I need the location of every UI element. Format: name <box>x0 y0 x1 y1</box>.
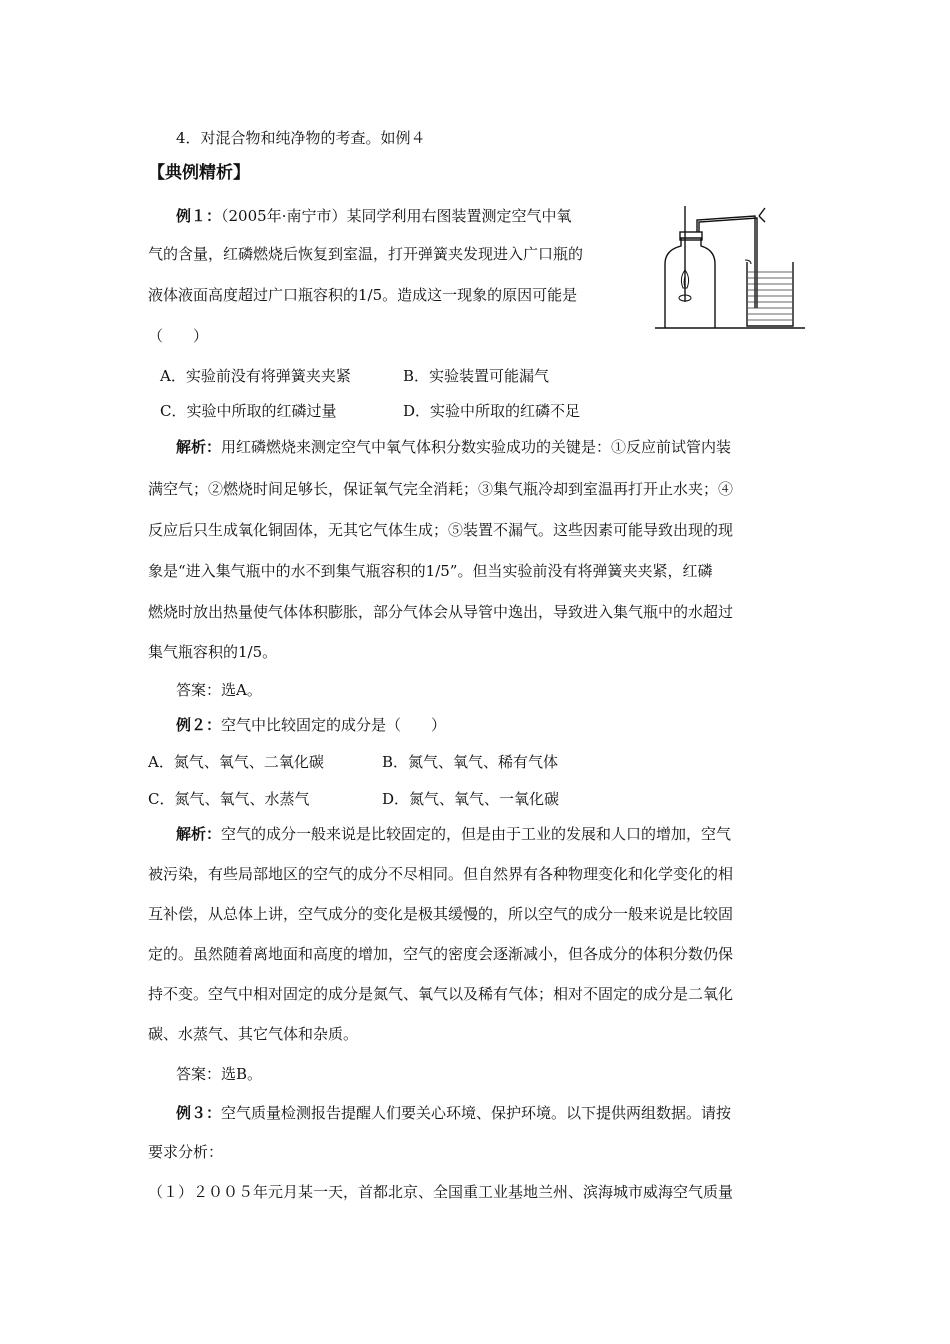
apparatus-figure <box>655 202 805 330</box>
example-3-line-1: 例３：空气质量检测报告提醒人们要关心环境、保护环境。以下提供两组数据。请按 <box>176 1104 732 1122</box>
example-1-option-a: A．实验前没有将弹簧夹夹紧 <box>160 367 351 385</box>
example-2-option-a: A．氮气、氧气、二氧化碳 <box>148 753 324 771</box>
analysis-label: 解析： <box>176 825 222 843</box>
example-1-line-1 <box>176 206 571 226</box>
example-2-answer: 答案：选B。 <box>176 1065 263 1083</box>
connecting-tube <box>697 216 755 308</box>
example-1-line-2: 气的含量，红磷燃烧后恢复到室温，打开弹簧夹发现进入广口瓶的 <box>148 245 584 263</box>
example-1-line-4: （ ） <box>148 327 209 345</box>
example-2-analysis-line-5: 持不变。空气中相对固定的成分是氮气、氧气以及稀有气体；相对不固定的成分是二氧化 <box>148 985 734 1003</box>
example-1-analysis-line-3: 反应后只生成氧化铜固体，无其它气体生成；⑤装置不漏气。这些因素可能导致出现的现 <box>148 521 734 539</box>
example-3-line-3: （１）２００５年元月某一天，首都北京、全国重工业基地兰州、滨海城市威海空气质量 <box>148 1183 734 1201</box>
example-1-line-3: 液体液面高度超过广口瓶容积的1/5。造成这一现象的原因可能是 <box>148 286 578 304</box>
example-1-option-b: B．实验装置可能漏气 <box>403 367 550 385</box>
example-3-label: 例３： <box>176 1104 222 1122</box>
example-1-analysis-line-2: 满空气；②燃烧时间足够长，保证氧气完全消耗；③集气瓶冷却到室温再打开止水夹；④ <box>148 480 734 498</box>
example-1-label: 例１： <box>176 207 222 225</box>
example-2-analysis-line-3: 互补偿，从总体上讲，空气成分的变化是极其缓慢的，所以空气的成分一般来说是比较固 <box>148 905 734 923</box>
example-2-analysis-line-4: 定的。虽然随着离地面和高度的增加，空气的密度会逐渐减小，但各成分的体积分数仍保 <box>148 945 734 963</box>
example-2-option-c: C．氮气、氧气、水蒸气 <box>148 790 310 808</box>
example-1-analysis-line-1: 解析：用红磷燃烧来测定空气中氧气体积分数实验成功的关键是：①反应前试管内装 <box>176 438 732 456</box>
item-4: 4．对混合物和纯净物的考查。如例４ <box>176 129 426 147</box>
wide-mouth-bottle <box>665 238 715 328</box>
example-2-label: 例２： <box>176 716 222 734</box>
analysis-label: 解析： <box>176 438 222 456</box>
example-2-option-d: D．氮气、氧气、一氧化碳 <box>382 790 560 808</box>
example-1-option-d: D．实验中所取的红磷不足 <box>403 402 581 420</box>
section-heading: 【典例精析】 <box>148 163 250 183</box>
example-2-analysis-line-6: 碳、水蒸气、其它气体和杂质。 <box>148 1025 359 1043</box>
example-2-analysis-line-1: 解析：空气的成分一般来说是比较固定的，但是由于工业的发展和人口的增加，空气 <box>176 825 732 843</box>
bottle-stopper <box>680 232 702 240</box>
spring-clip <box>759 208 765 222</box>
example-2-analysis-line-2: 被污染，有些局部地区的空气的成分不尽相同。但自然界有各种物理变化和化学变化的相 <box>148 865 734 883</box>
example-3-line-2: 要求分析： <box>148 1143 224 1161</box>
example-1-analysis-line-5: 燃烧时放出热量使气体体积膨胀，部分气体会从导管中逸出，导致进入集气瓶中的水超过 <box>148 603 734 621</box>
example-1-analysis-line-6: 集气瓶容积的1/5。 <box>148 643 278 661</box>
example-1-text: （2005年·南宁市）某同学利用右图装置测定空气中氧 <box>221 207 572 225</box>
example-1-option-c: C．实验中所取的红磷过量 <box>160 402 337 420</box>
example-2-question: 例２：空气中比较固定的成分是（ ） <box>176 716 447 734</box>
example-1-answer: 答案：选A。 <box>176 681 262 699</box>
example-1-analysis-line-4: 象是“进入集气瓶中的水不到集气瓶容积的1/5”。但当实验前没有将弹簧夹夹紧，红磷 <box>148 562 713 580</box>
example-2-option-b: B．氮气、氧气、稀有气体 <box>382 753 559 771</box>
